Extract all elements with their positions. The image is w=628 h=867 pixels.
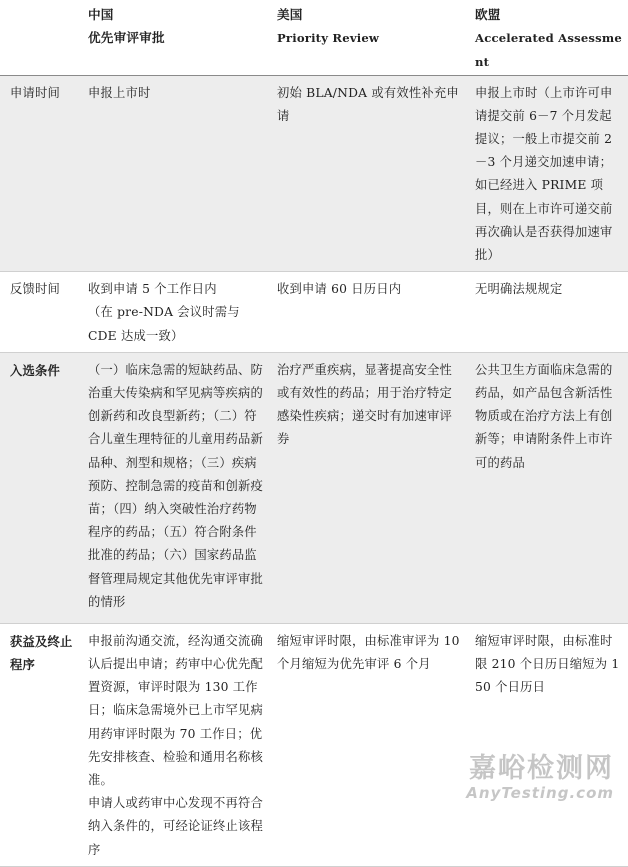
cell-china: 申报前沟通交流，经沟通交流确认后提出申请；药审中心优先配置资源，审评时限为 130 工作日；临床急需境外已上市罕见病用药审评时限为 70 工作日；优先安排核查、检验和通用名称核准。 申请人或药审中心发现不再符合纳入条件的，可经论证终止该程序 (88, 633, 263, 857)
cell-us: 治疗严重疾病，显著提高安全性或有效性的药品；用于治疗特定感染性疾病；递交时有加速审评券 (271, 352, 469, 623)
header-china (82, 0, 271, 75)
row-label: 申请时间 (0, 75, 82, 272)
table-row-eligibility (0, 352, 628, 623)
row-label: 获益及终止程序 (10, 633, 73, 673)
header-empty (0, 0, 82, 75)
watermark-en: AnyTesting.com (466, 784, 614, 802)
cell-us: 缩短审评时限，由标准审评为 10 个月缩短为优先审评 6 个月 (277, 633, 460, 672)
header-china-title: 中国 (88, 7, 114, 22)
row-label: 入选条件 (0, 352, 82, 623)
cell-china: 收到申请 5 个工作日内 （在 pre-NDA 会议时需与 CDE 达成一致） (88, 282, 240, 343)
row-label: 反馈时间 (10, 282, 60, 297)
cell-eu: 申报上市时（上市许可申请提交前 6－7 个月发起提议；一般上市提交前 2－3 个月递交加速申请；如已经进入 PRIME 项目，则在上市许可递交前再次确认是否获得加速审批） (469, 75, 628, 272)
cell-eu: 缩短审评时限，由标准时限 210 个日历日缩短为 150 个日历日 (475, 633, 620, 695)
header-row (0, 0, 628, 75)
header-eu-sub: Accelerated Assessment (475, 31, 622, 70)
cell-eu: 无明确法规规定 (475, 282, 563, 297)
cell-china: 申报上市时 (82, 75, 271, 272)
header-eu-title: 欧盟 (475, 7, 501, 22)
header-china-sub: 优先审评审批 (88, 30, 165, 46)
cell-us: 初始 BLA/NDA 或有效性补充申请 (271, 75, 469, 272)
table-row-feedback-time (0, 272, 628, 353)
header-us-sub: Priority Review (277, 31, 380, 46)
table-row-benefits-termination (0, 623, 628, 866)
watermark-cn: 嘉峪检测网 (469, 753, 614, 784)
header-eu (469, 0, 628, 75)
cell-china: （一）临床急需的短缺药品、防治重大传染病和罕见病等疾病的创新药和改良型新药；（二）符合儿童生理特征的儿童用药品新品种、剂型和规格；（三）疾病预防、控制急需的疫苗和创新疫苗；（四）纳入突破性治疗药物程序的药品；（五）符合附条件批准的药品；（六）国家药品监督管理局规定其他优先审评审批的情形 (82, 352, 271, 623)
table-row-application-time (0, 75, 628, 272)
cell-eu: 公共卫生方面临床急需的药品，如产品包含新活性物质或在治疗方法上有创新等；申请附条件上市许可的药品 (469, 352, 628, 623)
header-us (271, 0, 469, 75)
cell-us: 收到申请 60 日历日内 (277, 282, 402, 297)
header-us-title: 美国 (277, 7, 303, 22)
